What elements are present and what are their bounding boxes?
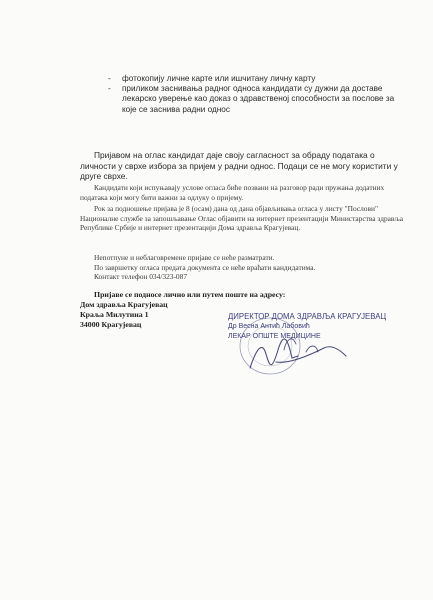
- signature-block: [228, 310, 428, 380]
- handwritten-signature-icon: [228, 310, 428, 380]
- list-item: [108, 74, 408, 84]
- bullet-dash: -: [108, 84, 111, 94]
- requirements-list: [108, 74, 408, 115]
- address-line-street: Краља Милутина 1: [80, 310, 149, 319]
- director-name: Др Весна Антић Лабовић: [228, 323, 310, 330]
- incomplete-line: Непотпуне и неблаговремене пријаве се неће разматрати.: [94, 253, 275, 262]
- address-line-city: 34000 Крагујевац: [80, 320, 142, 329]
- incomplete-notice: [80, 253, 410, 282]
- bullet-text: фотокопију личне карте или ишчитану личну карту: [122, 74, 316, 83]
- director-title: ДИРЕКТОР ДОМА ЗДРАВЉА КРАГУЈЕВАЦ: [228, 312, 387, 321]
- candidates-paragraph: Кандидати који испуњавају услове огласа биће позвани на разговор ради пружања додатних података који могу бити важни за одлуку о пријему.: [80, 183, 385, 202]
- consent-paragraph: Пријавом на оглас кандидат даје своју сагласност за обраду података о личности у сврхе избора за пријем у радни однос. Подаци се не могу користити у друге сврхе.: [80, 150, 398, 181]
- bullet-dash: -: [108, 74, 111, 83]
- return-line: По завршетку огласа предата документа се неће враћати кандидатима.: [94, 262, 316, 272]
- director-specialty: ЛЕКАР ОПШТЕ МЕДИЦИНЕ: [228, 333, 321, 340]
- deadline-paragraph: Рок за подношење пријава је 8 (осам) дана од дана објављивања огласа у листу "Послови" Националне службе за запошљавање Оглас објавити на интернет презентацији Министарства здравља Републике Србије и интернет презентацији Дома здравља Крагујевац.: [80, 204, 404, 233]
- address-line-institution: Дом здравља Крагујевац: [80, 300, 168, 309]
- contact-phone: Контакт телефон 034/323-087: [94, 272, 188, 282]
- address-intro: Пријаве се подносе лично или путем поште на адресу:: [94, 290, 286, 299]
- list-item: [108, 84, 408, 115]
- bullet-text: приликом заснивања радног односа кандидати су дужни да доставе лекарско уверење као доказ о здравственој способности за послове за које се заснива радни однос: [122, 84, 395, 114]
